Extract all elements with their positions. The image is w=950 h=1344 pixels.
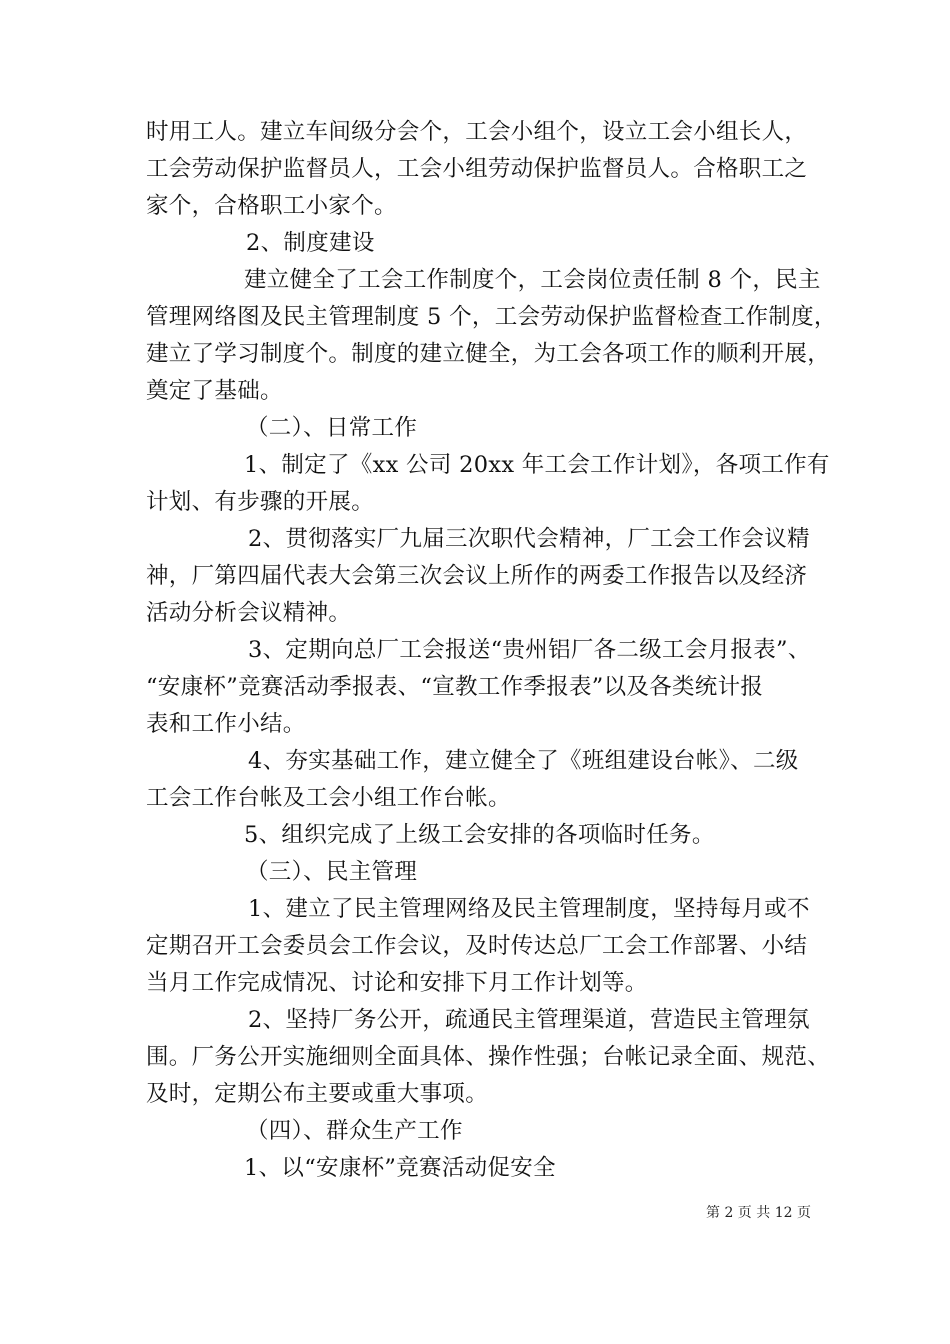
paragraph-line: 1、建立了民主管理网络及民主管理制度，坚持每月或不 — [248, 896, 810, 922]
paragraph-line: 计划、有步骤的开展。 — [146, 489, 375, 515]
paragraph-line: 管理网络图及民主管理制度 5 个，工会劳动保护监督检查工作制度， — [146, 304, 837, 330]
paragraph-line: 1、以“安康杯”竞赛活动促安全 — [244, 1155, 556, 1181]
paragraph-line: 神，厂第四届代表大会第三次会议上所作的两委工作报告以及经济 — [146, 563, 808, 589]
paragraph-line: 及时，定期公布主要或重大事项。 — [146, 1081, 489, 1107]
paragraph-line: 家个，合格职工小家个。 — [146, 193, 397, 219]
section-heading-system-building: 2、制度建设 — [246, 230, 375, 256]
paragraph-line: 1、制定了《xx 公司 20xx 年工会工作计划》，各项工作有 — [244, 452, 830, 478]
paragraph-line: 定期召开工会委员会工作会议，及时传达总厂工会工作部署、小结 — [146, 933, 808, 959]
paragraph-line: 3、定期向总厂工会报送“贵州铝厂各二级工会月报表”、 — [248, 637, 811, 663]
paragraph-line: 当月工作完成情况、讨论和安排下月工作计划等。 — [146, 970, 648, 996]
paragraph-line: “安康杯”竞赛活动季报表、“宣教工作季报表”以及各类统计报 — [146, 674, 764, 700]
paragraph-line: 2、贯彻落实厂九届三次职代会精神，厂工会工作会议精 — [248, 526, 810, 552]
paragraph-line: 工会工作台帐及工会小组工作台帐。 — [146, 785, 511, 811]
paragraph-line: 活动分析会议精神。 — [146, 600, 352, 626]
paragraph-line: 奠定了基础。 — [146, 378, 283, 404]
paragraph-line: 建立了学习制度个。制度的建立健全，为工会各项工作的顺利开展， — [146, 341, 831, 367]
paragraph-line: 围。厂务公开实施细则全面具体、操作性强；台帐记录全面、规范、 — [146, 1044, 831, 1070]
paragraph-line: 2、坚持厂务公开，疏通民主管理渠道，营造民主管理氛 — [248, 1007, 810, 1033]
paragraph-line: 表和工作小结。 — [146, 711, 306, 737]
paragraph-line: 4、夯实基础工作，建立健全了《班组建设台帐》、二级 — [248, 748, 799, 774]
document-body — [146, 114, 837, 1187]
page-number-footer: 第 2 页 共 12 页 — [706, 1205, 811, 1221]
section-heading-democratic-management: （三）、民主管理 — [246, 859, 418, 885]
section-heading-mass-production: （四）、群众生产工作 — [246, 1118, 463, 1144]
section-heading-daily-work: （二）、日常工作 — [246, 415, 418, 441]
paragraph-line: 建立健全了工会工作制度个，工会岗位责任制 8 个，民主 — [244, 267, 821, 293]
paragraph-line: 5、组织完成了上级工会安排的各项临时任务。 — [244, 822, 715, 848]
paragraph-line: 工会劳动保护监督员人，工会小组劳动保护监督员人。合格职工之 — [146, 156, 808, 182]
paragraph-line: 时用工人。建立车间级分会个，工会小组个，设立工会小组长人， — [146, 119, 808, 145]
